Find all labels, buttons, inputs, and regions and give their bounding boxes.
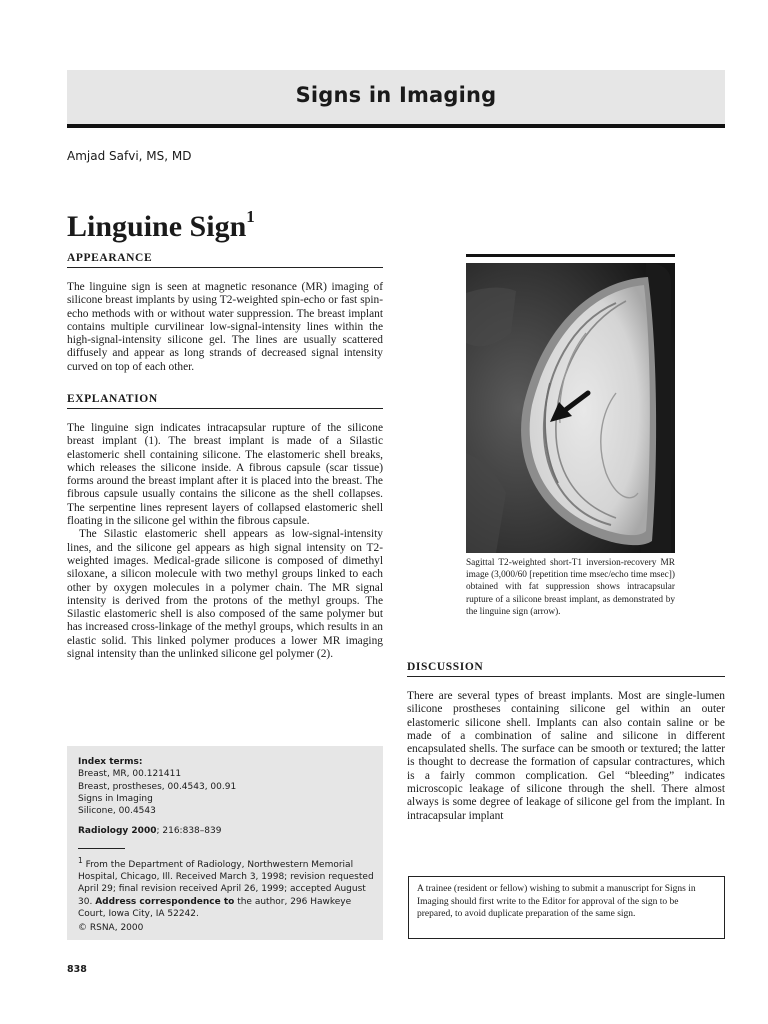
article-title-text: Linguine Sign bbox=[67, 210, 247, 243]
mr-image bbox=[466, 263, 675, 553]
banner-rule bbox=[67, 124, 725, 128]
title-footnote-mark: 1 bbox=[246, 207, 255, 226]
footnote-rule bbox=[78, 848, 125, 849]
author-byline: Amjad Safvi, MS, MD bbox=[67, 149, 192, 163]
appearance-paragraph: The linguine sign is seen at magnetic resonance (MR) imaging of silicone breast implants by using T2-weighted spin-echo or fast spin-echo methods with or without water suppression. The breast implant contains multiple curvilinear low-signal-intensity lines within the high-signal-intensity silicone gel. The lines are usually scattered diffusely and appear as long strands of decreased signal intensity curved on top of each other. bbox=[67, 281, 383, 373]
index-terms-label: Index terms: bbox=[78, 757, 143, 767]
mr-image-graphic bbox=[466, 263, 675, 553]
index-term: Breast, MR, 00.121411 bbox=[78, 769, 182, 780]
citation-journal: Radiology 2000 bbox=[78, 826, 157, 837]
explanation-text bbox=[67, 422, 383, 661]
discussion-text bbox=[407, 690, 725, 823]
affiliation-footnote bbox=[78, 855, 374, 920]
index-terms-box bbox=[67, 746, 383, 940]
footnote-text: From the Department of Radiology, Northwestern Memorial Hospital, Chicago, Ill. Received March 3, 1998; revision requested April 29; final revision received April 26, 1999; accepted August 30. bbox=[78, 859, 374, 907]
discussion-heading: DISCUSSION bbox=[407, 661, 725, 677]
submission-notice: A trainee (resident or fellow) wishing to submit a manuscript for Signs in Imaging should first write to the Editor for approval of the sign to be prepared, to avoid duplicate preparation of the same sign. bbox=[408, 876, 725, 939]
figure-rule bbox=[466, 254, 675, 257]
index-term: Signs in Imaging bbox=[78, 793, 153, 804]
article-title bbox=[67, 200, 255, 247]
figure-caption: Sagittal T2-weighted short-T1 inversion-recovery MR image (3,000/60 [repetition time msec/echo time msec]) obtained with fat suppression shows intracapsular rupture of a silicone breast implant, as demonstrated by the linguine sign (arrow). bbox=[466, 558, 675, 617]
explanation-heading: EXPLANATION bbox=[67, 393, 383, 409]
citation-pages: ; 216:838–839 bbox=[156, 826, 222, 837]
index-term: Breast, prostheses, 00.4543, 00.91 bbox=[78, 781, 237, 792]
explanation-paragraph-1: The linguine sign indicates intracapsular rupture of the silicone breast implant (1). The breast implant is made of a Silastic elastomeric shell containing silicone. The elastomeric shell breaks, which releases the silicone inside. A fibrous capsule (scar tissue) forms around the breast implant after it is placed into the breast. The fibrous capsule usually contains the silicone as the shell collapses. The serpentine lines represent layers of collapsed elastomeric shell floating in the silicone gel within the fibrous capsule. bbox=[67, 422, 383, 528]
index-term: Silicone, 00.4543 bbox=[78, 806, 156, 817]
page-number: 838 bbox=[67, 964, 87, 975]
copyright: © RSNA, 2000 bbox=[78, 923, 144, 934]
appearance-heading: APPEARANCE bbox=[67, 252, 383, 268]
footnote-bold-text: Address correspondence to bbox=[95, 896, 235, 907]
appearance-text bbox=[67, 281, 383, 374]
section-banner bbox=[67, 70, 725, 124]
citation bbox=[78, 825, 374, 837]
footnote-text-2: the author, 296 Hawkeye Court, Iowa City, IA 52242. bbox=[78, 896, 352, 919]
discussion-paragraph: There are several types of breast implants. Most are single-lumen silicone prostheses containing silicone gel within an outer elastomeric silicone shell. Implants can also contain saline or be made of a combination of saline and silicone in different encapsulated shells. The surface can be smooth or textured; the latter is thought to decrease the formation of capsular contractures, which is a fairly common complication. Gel “bleeding” indicates microscopic leakage of silicone through the shell. There almost always is some degree of leakage of silicone gel from the implant. In intracapsular implant bbox=[407, 690, 725, 822]
explanation-paragraph-2: The Silastic elastomeric shell appears as low-signal-intensity lines, and the silicone gel appears as high signal intensity on T2-weighted images. Medical-grade silicone is composed of dimethyl siloxane, a silicon molecule with two methyl groups linked to each other by oxygen molecules in a polymer chain. The MR signal intensity is derived from the protons of the methyl groups. The Silastic elastomeric shell is also composed of the same polymer but has increased cross-linkage of the methyl groups, which results in an elastic solid. This linked polymer produces a lower MR imaging signal intensity than the unlinked silicone gel polymer (2). bbox=[67, 528, 383, 661]
footnote-mark: 1 bbox=[78, 855, 83, 865]
section-title: Signs in Imaging bbox=[295, 83, 497, 107]
